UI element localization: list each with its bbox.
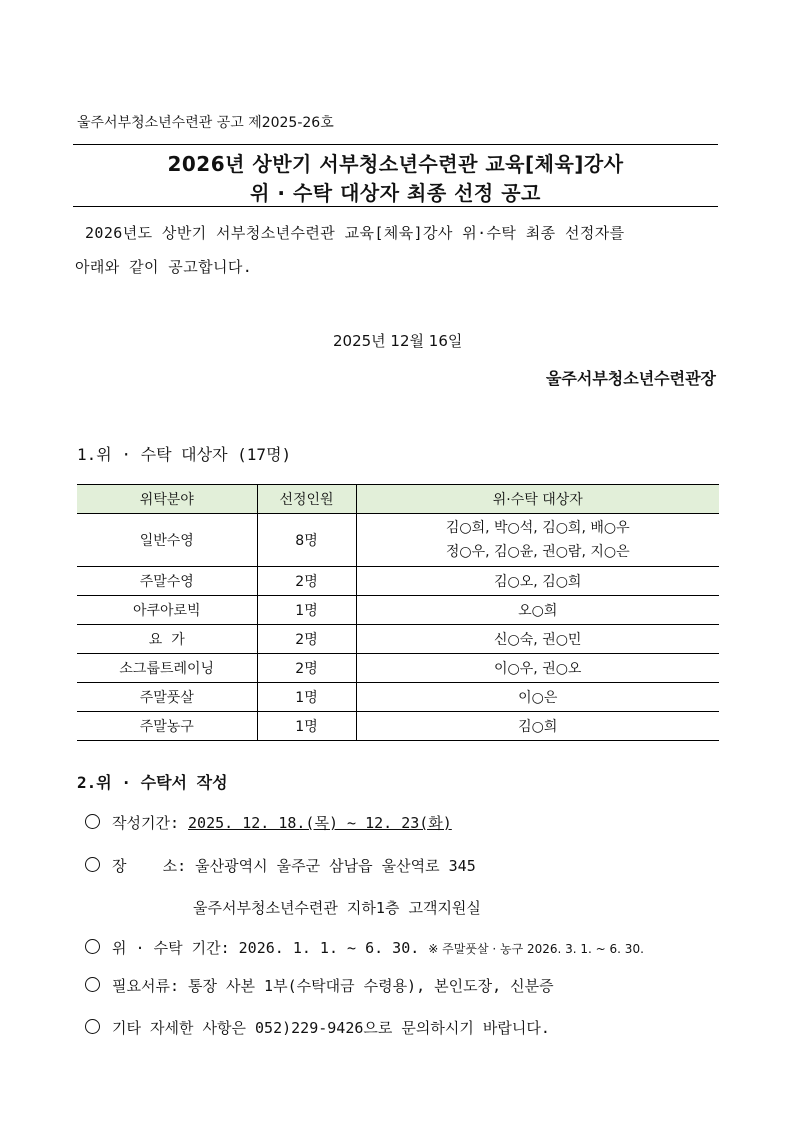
names-line: 김○희, 박○석, 김○희, 배○우: [445, 520, 630, 536]
selection-table: [77, 484, 719, 741]
term-note: ※ 주말풋살 · 농구 2026. 3. 1. ~ 6. 30.: [428, 942, 644, 956]
cell-count: 1명: [257, 683, 356, 712]
title-line-2: 위 · 수탁 대상자 최종 선정 공고: [250, 181, 541, 205]
place-line-1: 울산광역시 울주군 삼남읍 울산역로 345: [195, 857, 476, 875]
cell-count: 8명: [257, 514, 356, 567]
cell-names: 김○오, 김○희: [356, 567, 719, 596]
cell-field: 일반수영: [77, 514, 257, 567]
intro-line-2: 아래와 같이 공고합니다.: [75, 258, 253, 276]
table-row: [77, 712, 719, 741]
table-row: [77, 514, 719, 567]
item-place: [85, 855, 476, 876]
docs-text: 필요서류: 통장 사본 1부(수탁대금 수령용), 본인도장, 신분증: [112, 977, 554, 995]
bullet-circle-icon: [85, 857, 100, 872]
period-label: 작성기간:: [112, 814, 179, 832]
col-header-count: 선정인원: [257, 485, 356, 514]
names-line: 정○우, 김○윤, 권○람, 지○은: [445, 544, 630, 560]
cell-names: [356, 514, 719, 567]
item-etc: [85, 1017, 550, 1038]
item-docs: [85, 975, 554, 996]
table-row: [77, 683, 719, 712]
cell-count: 2명: [257, 567, 356, 596]
cell-field: 요 가: [77, 625, 257, 654]
bottom-rule: [73, 206, 718, 207]
cell-names: 김○희: [356, 712, 719, 741]
issuer: 울주서부청소년수련관장: [545, 369, 716, 388]
cell-names: 신○숙, 권○민: [356, 625, 719, 654]
section-2-heading: 2.위 · 수탁서 작성: [77, 773, 228, 792]
place-line-2: 울주서부청소년수련관 지하1층 고객지원실: [193, 899, 481, 917]
table-row: [77, 567, 719, 596]
title-line-1: 2026년 상반기 서부청소년수련관 교육[체육]강사: [167, 152, 624, 176]
notice-number: 울주서부청소년수련관 공고 제2025-26호: [77, 115, 334, 131]
table-row: [77, 654, 719, 683]
place-label: 장 소:: [112, 857, 187, 875]
top-rule: [73, 144, 718, 145]
cell-names: 이○은: [356, 683, 719, 712]
cell-names: 이○우, 권○오: [356, 654, 719, 683]
table-header-row: [77, 485, 719, 514]
bullet-circle-icon: [85, 939, 100, 954]
col-header-field: 위탁분야: [77, 485, 257, 514]
item-term: [85, 937, 644, 958]
intro-line-1: 2026년도 상반기 서부청소년수련관 교육[체육]강사 위·수탁 최종 선정자를: [85, 224, 625, 242]
cell-names: 오○희: [356, 596, 719, 625]
cell-field: 주말수영: [77, 567, 257, 596]
period-value: 2025. 12. 18.(목) ~ 12. 23(화): [188, 814, 452, 832]
item-period: [85, 812, 452, 833]
cell-count: 1명: [257, 596, 356, 625]
cell-field: 아쿠아로빅: [77, 596, 257, 625]
bullet-circle-icon: [85, 1019, 100, 1034]
cell-field: 주말농구: [77, 712, 257, 741]
etc-text: 기타 자세한 사항은 052)229-9426으로 문의하시기 바랍니다.: [112, 1019, 550, 1037]
section-1-heading: 1.위 · 수탁 대상자 (17명): [77, 445, 292, 464]
term-label: 위 · 수탁 기간:: [112, 939, 230, 957]
bullet-circle-icon: [85, 977, 100, 992]
cell-count: 2명: [257, 654, 356, 683]
table-row: [77, 625, 719, 654]
term-value: 2026. 1. 1. ~ 6. 30.: [238, 939, 420, 957]
cell-count: 2명: [257, 625, 356, 654]
cell-count: 1명: [257, 712, 356, 741]
cell-field: 소그룹트레이닝: [77, 654, 257, 683]
table-row: [77, 596, 719, 625]
col-header-names: 위·수탁 대상자: [356, 485, 719, 514]
bullet-circle-icon: [85, 814, 100, 829]
cell-field: 주말풋살: [77, 683, 257, 712]
notice-date: 2025년 12월 16일: [333, 332, 463, 350]
